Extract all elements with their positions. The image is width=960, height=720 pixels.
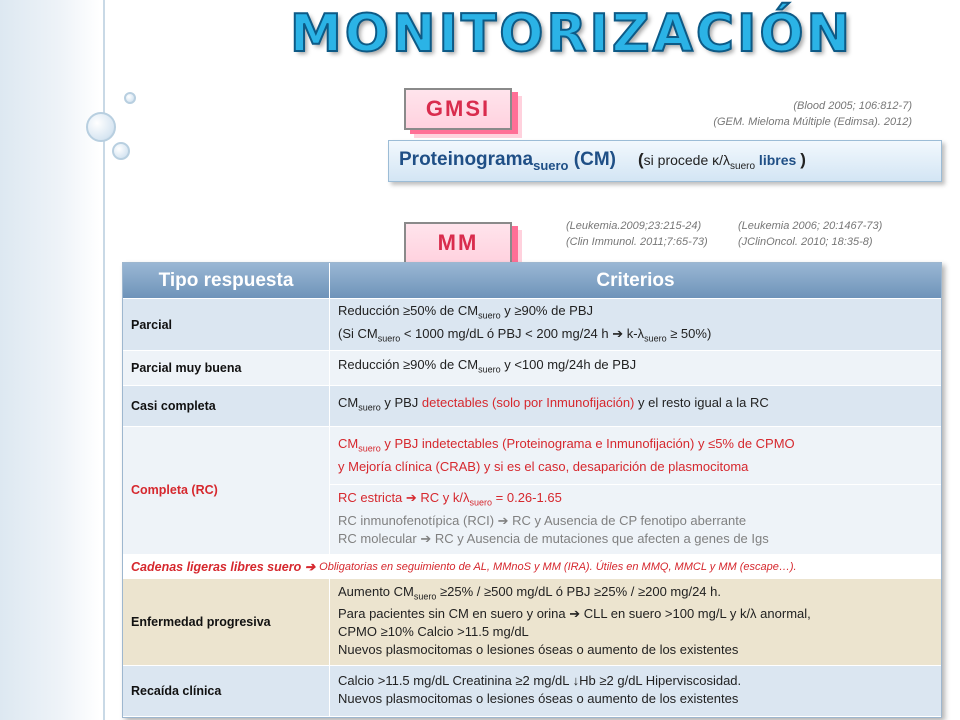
mm-ref: (Leukemia.2009;23:215-24) bbox=[566, 220, 702, 232]
table-row-progresiva bbox=[123, 579, 941, 667]
row-criteria: $CM_{suero}$ y PBJ detectables (solo por Inmunofijación) y el resto igual a la RC bbox=[329, 386, 941, 427]
left-decoration-line bbox=[103, 0, 105, 720]
table-row-completa bbox=[123, 427, 941, 554]
proteinograma-label: Proteinograma$_{suero}$ (CM) bbox=[399, 149, 616, 173]
mm-ref: (Leukemia 2006; 20:1467-73) bbox=[738, 220, 883, 232]
mm-references-left bbox=[566, 218, 708, 250]
proteinograma-box bbox=[388, 140, 942, 182]
decor-bubble-medium bbox=[112, 142, 130, 160]
decor-bubble-large bbox=[86, 112, 116, 142]
cadenas-ligeras-note: Cadenas ligeras libres suero ➔ Obligatorias en seguimiento de AL, MMnoS y MM (IRA). Útiles en MMQ, MMCL y MM (escape…). bbox=[123, 555, 941, 579]
row-criteria: Reducción ≥50% de $CM_{suero}$ y ≥90% de PBJ (Si $CM_{suero} < 1000$ mg/dL ó PBJ < 200 mg/24 h ➔ $k-\lambda_{suero} \ge 50\%$) bbox=[329, 299, 941, 350]
mm-ref: (Clin Immunol. 2011;7:65-73) bbox=[566, 236, 708, 248]
row-label: Casi completa bbox=[131, 399, 216, 414]
row-label: Parcial muy buena bbox=[131, 360, 242, 375]
table-row-parcial bbox=[123, 299, 941, 351]
left-decoration-bar bbox=[0, 0, 100, 720]
row-label: Completa (RC) bbox=[131, 483, 218, 498]
gmsi-ref: (Blood 2005; 106:812-7) bbox=[793, 100, 912, 112]
page-title: MONITORIZACIÓN bbox=[290, 4, 854, 64]
mm-tag: MM bbox=[404, 222, 512, 264]
table-header-row bbox=[123, 263, 941, 299]
completa-criteria-variants: RC estricta ➔ RC y $k/\lambda_{suero} = 0.26-1.65$ RC inmunofenotípica (RCI) ➔ RC y Ausencia de CP fenotipo aberrante RC molecular ➔ RC y Ausencia de mutaciones que afecten a genes de Igs bbox=[330, 484, 941, 554]
row-criteria: Reducción ≥90% de $CM_{suero}$ y <100 mg/24h de PBJ bbox=[329, 351, 941, 385]
gmsi-references bbox=[696, 98, 912, 130]
gmsi-tag: GMSI bbox=[404, 88, 512, 130]
table-row-casi-completa bbox=[123, 386, 941, 428]
table-row-recaida bbox=[123, 666, 941, 717]
header-criterios: Criterios bbox=[329, 263, 941, 298]
row-label: Recaída clínica bbox=[131, 684, 222, 699]
header-tipo-respuesta: Tipo respuesta bbox=[158, 269, 294, 291]
completa-criteria-main: $CM_{suero}$ y PBJ indetectables (Proteinograma e Inmunofijación) y ≤5% de CPMO y Mejoría clínica (CRAB) y si es el caso, desaparición de plasmocitoma bbox=[338, 436, 795, 474]
proteinograma-note: (si procede $\kappa/\lambda_{suero}$ libres ) bbox=[637, 150, 806, 172]
response-criteria-table bbox=[122, 262, 942, 718]
mm-references-right bbox=[738, 218, 882, 250]
row-label: Parcial bbox=[131, 317, 173, 332]
mm-ref: (JClinOncol. 2010; 18:35-8) bbox=[738, 236, 873, 248]
row-criteria: Aumento $CM_{suero} \ge 25\% / \ge 500$ mg/dL ó PBJ ≥25% / ≥200 mg/24 h. Para pacientes sin CM en suero y orina ➔ CLL en suero >100 mg/L y k/λ anormal, CPMO ≥10% Calcio >11.5 mg/dL Nuevos plasmocitomas o lesiones óseas o aumento de los existentes bbox=[329, 579, 941, 666]
row-label: Enfermedad progresiva bbox=[131, 614, 271, 629]
decor-bubble-small bbox=[124, 92, 136, 104]
row-criteria: Calcio >11.5 mg/dL Creatinina ≥2 mg/dL ↓Hb ≥2 g/dL Hiperviscosidad. Nuevos plasmocitomas o lesiones óseas o aumento de los existentes bbox=[329, 666, 941, 716]
table-row-parcial-muy-buena bbox=[123, 351, 941, 386]
row-criteria bbox=[329, 427, 941, 553]
gmsi-ref: (GEM. Mieloma Múltiple (Edimsa). 2012) bbox=[713, 116, 912, 128]
